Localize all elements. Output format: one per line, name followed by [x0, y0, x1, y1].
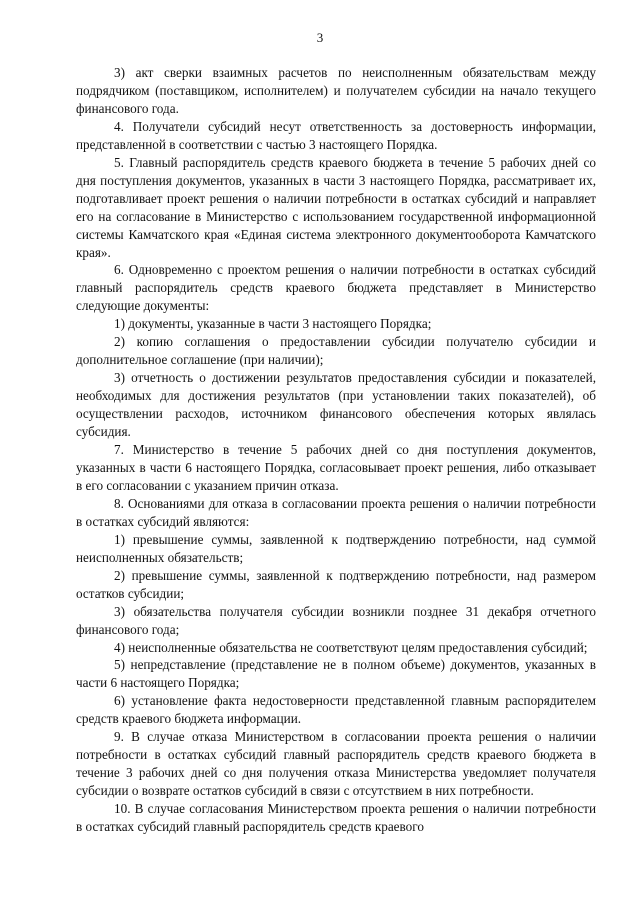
paragraph-4-responsibility: 4. Получатели субсидий несут ответственность за достоверность информации, представленной в соответствии с частью 3 настоящего Порядка.: [76, 118, 596, 152]
paragraph-6-item-2: 2) копию соглашения о предоставлении субсидии получателю субсидии и дополнительное соглашение (при наличии);: [76, 334, 596, 368]
paragraph-6-documents: 6. Одновременно с проектом решения о наличии потребности в остатках субсидий главный распорядитель средств краевого бюджета представляет в Министерство следующие документы:: [76, 262, 596, 314]
paragraph-8-item-5: 5) непредставление (представление не в полном объеме) документов, указанных в части 6 настоящего Порядка;: [76, 657, 596, 691]
paragraph-10-approval: 10. В случае согласования Министерством проекта решения о наличии потребности в остатках субсидий главный распорядитель средств краевого: [76, 801, 596, 835]
paragraph-item-3-reconciliation-act: 3) акт сверки взаимных расчетов по неисполненным обязательствам между подрядчиком (поставщиком, исполнителем) и получателем субсидии на начало текущего финансового года.: [76, 65, 596, 116]
paragraph-8-item-6: 6) установление факта недостоверности представленной главным распорядителем средств краевого бюджета информации.: [76, 693, 596, 727]
page-number: 3: [316, 30, 324, 45]
paragraph-8-item-3: 3) обязательства получателя субсидии возникли позднее 31 декабря отчетного финансового года;: [76, 603, 596, 637]
paragraph-9-refusal-notice: 9. В случае отказа Министерством в согласовании проекта решения о наличии потребности в остатках субсидий главный распорядитель средств краевого бюджета в течение 3 рабочих дней со дня получения отказа Министерства уведомляет получателя субсидии о возврате остатков субсидий в связи с отсутствием в них потребности.: [76, 729, 596, 799]
paragraph-5-review-procedure: 5. Главный распорядитель средств краевого бюджета в течение 5 рабочих дней со дня поступления документов, указанных в части 3 настоящего Порядка, рассматривает их, подготавливает проект решения о наличии потребности в остатках субсидий и направляет его на согласование в Министерство с использованием государственной информационной системы Камчатского края «Единая система электронного документооборота Камчатского края».: [76, 154, 596, 260]
paragraph-8-refusal-grounds: 8. Основаниями для отказа в согласовании проекта решения о наличии потребности в остатках субсидий являются:: [76, 495, 596, 529]
paragraph-8-item-4: 4) неисполненные обязательства не соответствуют целям предоставления субсидий;: [114, 639, 588, 655]
document-body: [76, 64, 596, 836]
paragraph-6-item-1: 1) документы, указанные в части 3 настоящего Порядка;: [114, 316, 432, 332]
paragraph-6-item-3: 3) отчетность о достижении результатов предоставления субсидии и показателей, необходимых для достижения результатов (при установлении таких показателей), об осуществлении расходов, источником финансового обеспечения которых являлась субсидия.: [76, 370, 596, 440]
paragraph-8-item-1: 1) превышение суммы, заявленной к подтверждению потребности, над суммой неисполненных обязательств;: [76, 531, 596, 565]
paragraph-8-item-2: 2) превышение суммы, заявленной к подтверждению потребности, над размером остатков субсидии;: [76, 567, 596, 601]
paragraph-7-ministry-review: 7. Министерство в течение 5 рабочих дней со дня поступления документов, указанных в части 6 настоящего Порядка, согласовывает проект решения, либо отказывает в его согласовании с указанием причин отказа.: [76, 442, 596, 493]
